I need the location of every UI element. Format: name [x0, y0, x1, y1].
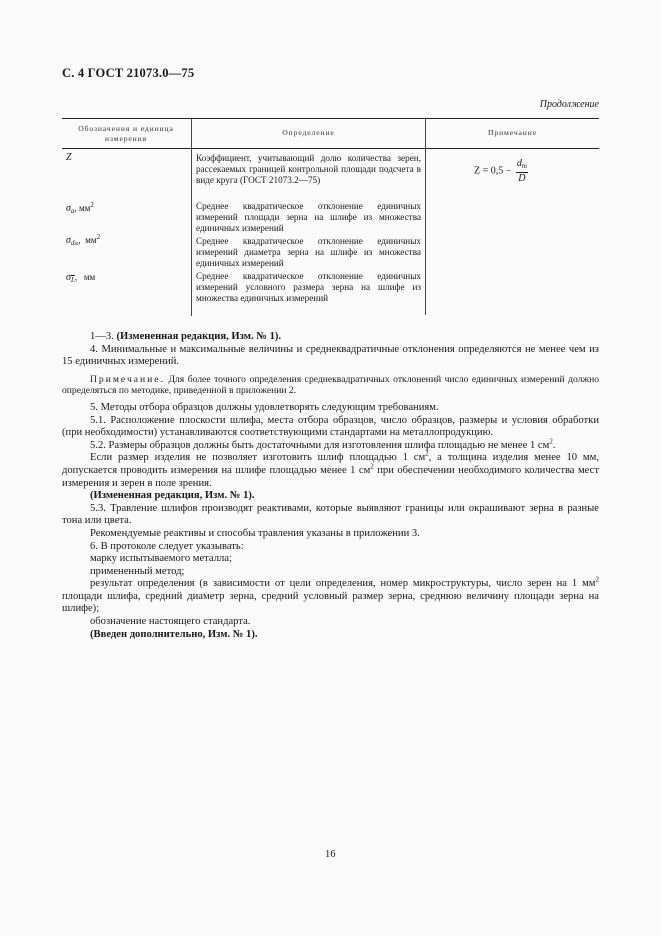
page-header: С. 4 ГОСТ 21073.0—75 — [62, 66, 195, 80]
formula-z — [474, 158, 528, 184]
col-header-symbol: Обозначения и единица измерения — [78, 124, 174, 143]
paragraph-4: 5. Методы отбора образцов должны удовлетворять следующим требованиям. — [90, 401, 439, 413]
p14-a: результат определения (в зависимости от цели определения, номер микроструктуры, число зерен на 1 мм — [90, 578, 596, 590]
formula-fraction — [516, 158, 528, 184]
p6-sup: 2 — [549, 437, 553, 446]
paragraph-14 — [62, 575, 599, 616]
p6-b: . — [552, 439, 556, 451]
table-top-rule — [62, 118, 599, 119]
formula-denominator: D — [518, 173, 526, 184]
table-col-divider-2b — [425, 148, 426, 315]
body-text — [62, 331, 599, 641]
definition-z: Коэффициент, учитывающий долю количества зерен, рассекаемых границей контрольной площади подсчета в виде круга (ГОСТ 21073.2—75) — [196, 153, 421, 186]
p7-sup1: 2 — [425, 449, 429, 458]
formula-numerator: d — [516, 158, 522, 169]
paragraph-7 — [62, 449, 599, 490]
symbol-sigma-a: $\sigma_a$, $мм^2$ — [66, 201, 94, 215]
paragraph-1 — [62, 331, 599, 344]
p7-b: , а толщина изделия менее 10 мм, допускается проводить измерения на шлифе площадью менее 1 см — [62, 452, 599, 476]
p7-c: при обеспечении необходимого количества мест измерения и зерен в поле зрения. — [62, 464, 599, 489]
col-header-definition: Определение — [282, 128, 335, 137]
paragraph-8: (Измененная редакция, Изм. № 1). — [90, 490, 255, 502]
symbol-z — [66, 152, 72, 163]
paragraph-2: 4. Минимальные и максимальные величины и среднеквадратичные отклонения определяются не менее чем из 15 единичных измерений. — [62, 343, 599, 368]
symbol-sigma-dm: $\sigma_{dm}$, $мм^2$ — [66, 233, 101, 247]
symbol-sigma-l: $\sigma_{\overline{L}}$, мм — [66, 272, 96, 284]
paragraph-9: 5.3. Травление шлифов производят реактивами, которые выявляют границы или окрашивают зерна в разные тона или цвета. — [62, 502, 599, 527]
p14-sup: 2 — [595, 575, 599, 584]
note-label: Примечание. — [90, 373, 165, 385]
table-header-rule — [62, 148, 599, 149]
formula-lhs: Z = 0,5 − — [474, 165, 512, 177]
p1-bold: (Измененная редакция, Изм. № 1). — [116, 331, 282, 342]
paragraph-15: обозначение настоящего стандарта. — [90, 616, 251, 628]
paragraph-11: 6. В протоколе следует указывать: — [90, 540, 244, 552]
p7-sup2: 2 — [370, 462, 374, 471]
paragraph-16: (Введен дополнительно, Изм. № 1). — [90, 628, 258, 640]
definition-sigma-dm: Среднее квадратическое отклонение единичных измерений диаметра зерна на шлифе из множества единичных измерений — [196, 236, 421, 269]
continuation-label: Продолжение — [539, 99, 599, 110]
p6-a: 5.2. Размеры образцов должны быть достаточными для изготовления шлифа площадью не менее 1 см — [90, 439, 550, 451]
p7-a: Если размер изделия не позволяет изготовить шлиф площадью 1 см — [90, 452, 426, 464]
p1-prefix: 1—3. — [90, 331, 117, 342]
paragraph-note — [62, 374, 599, 397]
paragraph-12: марку испытываемого металла; — [90, 553, 232, 565]
paragraph-13: примененный метод; — [90, 565, 185, 577]
definition-sigma-l: Среднее квадратическое отклонение единичных измерений условного размера зерна на шлифе из множества единичных измерений — [196, 271, 421, 304]
paragraph-6 — [62, 437, 599, 453]
col-header-note: Примечание — [487, 128, 538, 137]
paragraph-5: 5.1. Расположение плоскости шлифа, места отбора образцов, число образцов, размеры и условия обработки (при необходимости) устанавливаются соответствующими стандартами на металлопродукцию. — [62, 414, 599, 439]
table-col-divider-1 — [191, 118, 192, 316]
p14-b: площади шлифа, средний диаметр зерна, средний условный размер зерна, среднюю величину площади зерна на шлифе); — [62, 590, 599, 615]
paragraph-10: Рекомендуемые реактивы и способы травления указаны в приложении 3. — [90, 527, 420, 539]
formula-numerator-sub: m — [521, 162, 527, 170]
table-col-divider-2 — [425, 118, 426, 148]
page-number: 16 — [325, 849, 336, 860]
symbol-z-text: Z — [66, 152, 72, 163]
note-text: Для более точного определения среднеквадратичных отклонений число единичных измерений должно определяться по методике, приведенной в приложении 2. — [62, 373, 599, 397]
definition-sigma-a: Среднее квадратическое отклонение единичных измерений площади зерна на шлифе из множества единичных измерений — [196, 201, 421, 234]
